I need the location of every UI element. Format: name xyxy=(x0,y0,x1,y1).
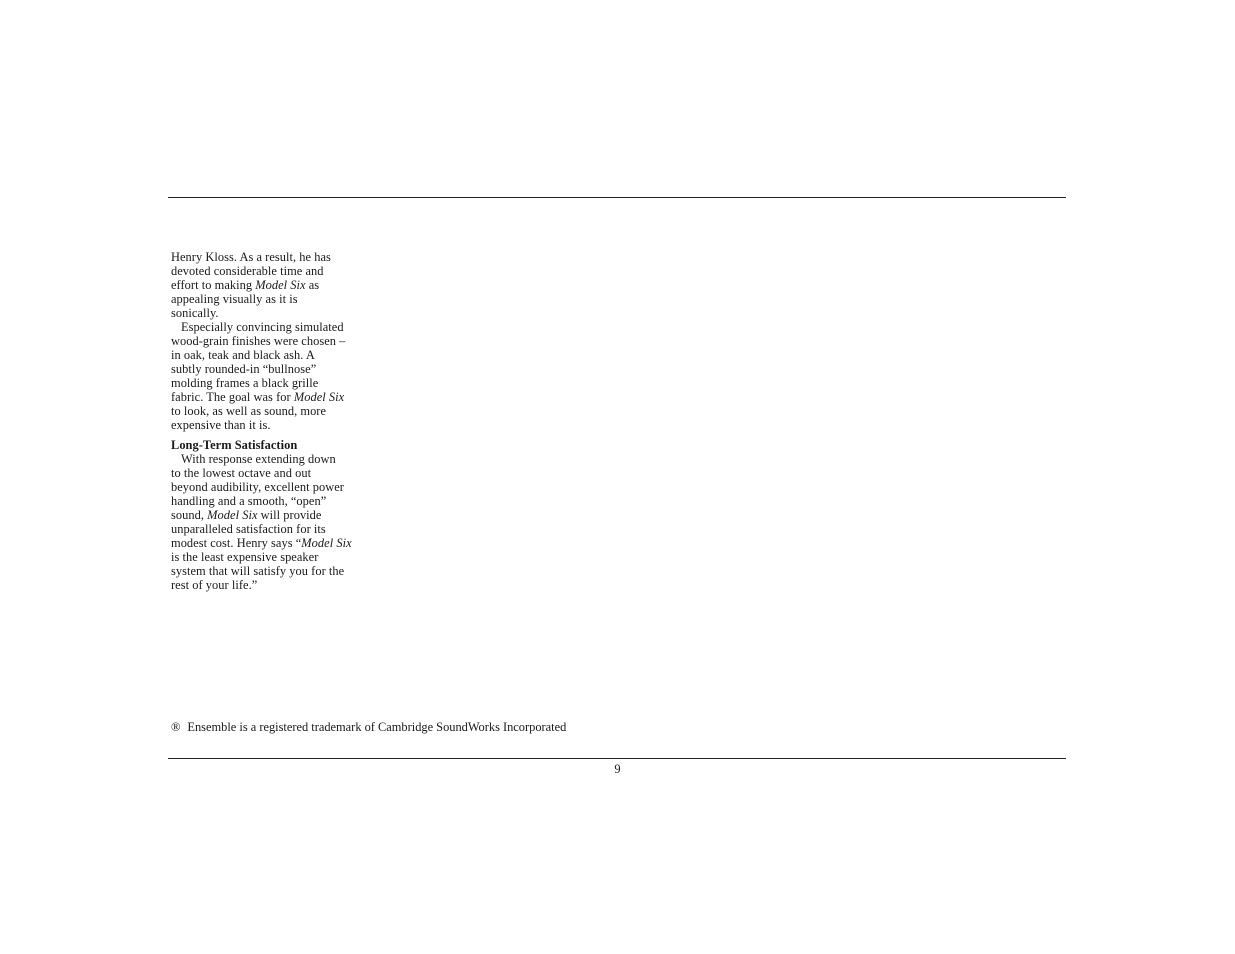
body-line: to the lowest octave and out xyxy=(171,466,312,480)
footnote-text: Ensemble is a registered trademark of Cambridge SoundWorks Incorporated xyxy=(187,720,567,734)
body-line xyxy=(171,278,371,292)
body-line: devoted considerable time and xyxy=(171,264,324,278)
registered-mark: ® xyxy=(171,720,181,734)
model-name-italic: Model Six xyxy=(207,508,258,522)
page-number: 9 xyxy=(614,762,621,776)
body-line: to look, as well as sound, more xyxy=(171,404,327,418)
body-line: rest of your life.” xyxy=(171,578,258,592)
body-line: beyond audibility, excellent power xyxy=(171,480,344,494)
body-text: as xyxy=(305,278,320,292)
body-text: effort to making xyxy=(171,278,256,292)
body-text: will provide xyxy=(257,508,322,522)
body-line: unparalleled satisfaction for its xyxy=(171,522,326,536)
body-text: fabric. The goal was for xyxy=(171,390,294,404)
body-line: system that will satisfy you for the xyxy=(171,564,345,578)
body-line: wood-grain finishes were chosen – xyxy=(171,334,346,348)
bottom-rule xyxy=(168,758,1066,759)
body-line: expensive than it is. xyxy=(171,418,271,432)
model-name-italic: Model Six xyxy=(255,278,306,292)
section-heading: Long-Term Satisfaction xyxy=(171,438,298,452)
model-name-italic: Model Six xyxy=(293,390,345,404)
body-line: molding frames a black grille xyxy=(171,376,319,390)
top-rule xyxy=(168,197,1066,198)
body-line: With response extending down xyxy=(181,452,336,466)
body-line: appealing visually as it is xyxy=(171,292,298,306)
body-line: handling and a smooth, “open” xyxy=(171,494,327,508)
body-text: sound, xyxy=(171,508,208,522)
body-line: Henry Kloss. As a result, he has xyxy=(171,250,331,264)
body-text: modest cost. Henry says “ xyxy=(171,536,302,550)
body-line: Especially convincing simulated xyxy=(181,320,344,334)
body-line xyxy=(171,390,371,404)
body-line xyxy=(171,536,371,550)
trademark-footnote xyxy=(171,720,566,734)
body-line: is the least expensive speaker xyxy=(171,550,319,564)
body-line: subtly rounded-in “bullnose” xyxy=(171,362,317,376)
body-line: in oak, teak and black ash. A xyxy=(171,348,315,362)
body-line xyxy=(171,508,371,522)
body-line: sonically. xyxy=(171,306,219,320)
text-column xyxy=(171,250,371,592)
model-name-italic: Model Six xyxy=(301,536,352,550)
